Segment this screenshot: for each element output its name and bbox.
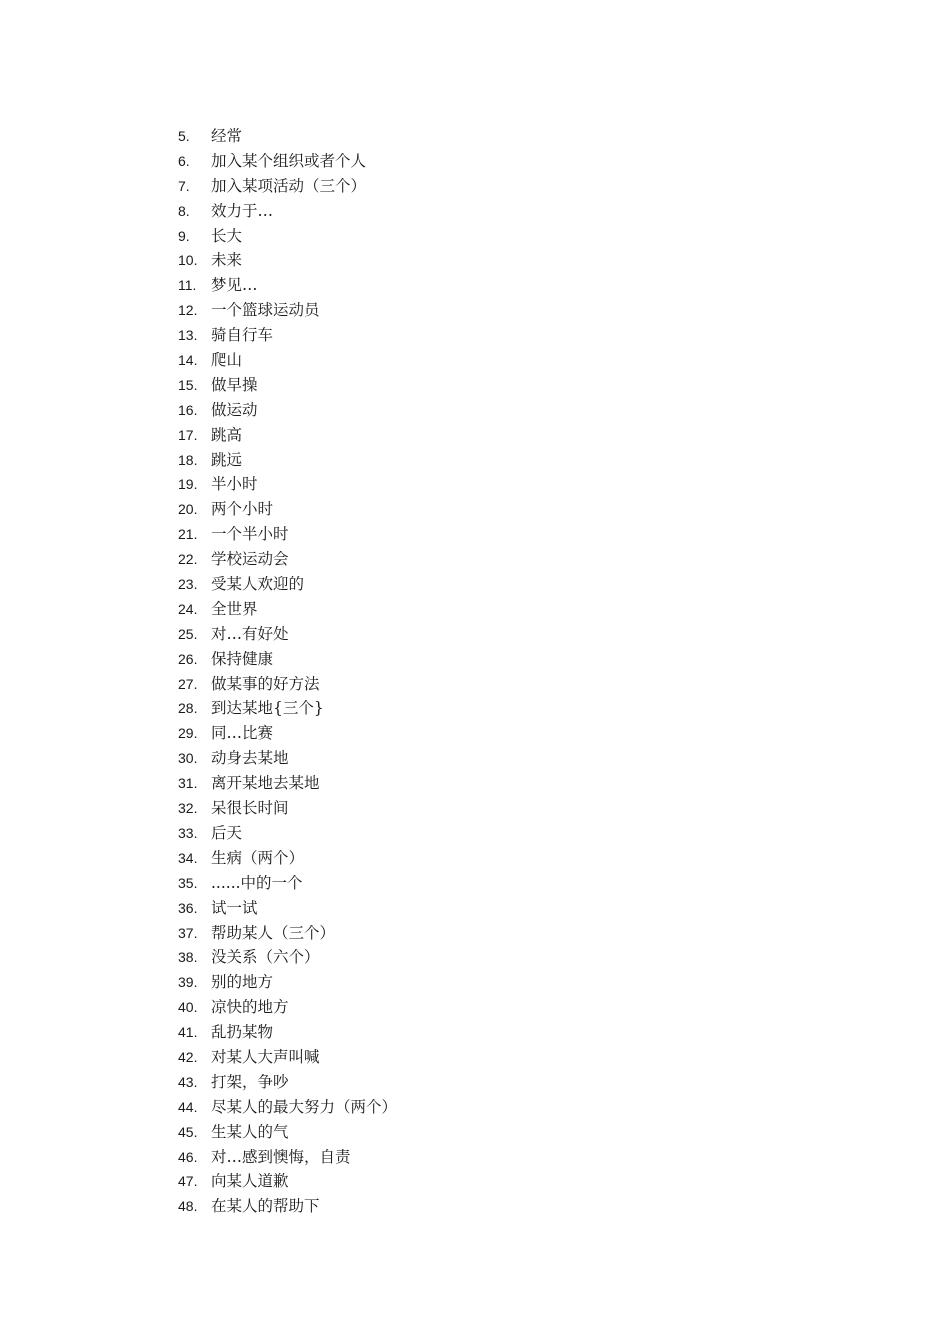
list-item-number: 40. [178,999,198,1016]
list-item [178,1169,397,1194]
list-item-text: ......中的一个 [211,873,303,892]
list-item-text: 经常 [211,127,243,145]
list-item [178,174,397,199]
list-item [178,597,397,622]
list-item-text: 加入某项活动（三个） [211,176,367,195]
list-item-text: 凉快的地方 [211,998,289,1017]
list-item-number: 14. [178,352,198,369]
list-item-number: 38. [178,949,198,966]
list-item-number: 8. [178,202,190,219]
list-item [178,1020,397,1045]
list-item-text: 未来 [211,251,243,270]
list-item-number: 27. [178,675,198,692]
list-item-text: 一个篮球运动员 [211,301,320,320]
list-item-number: 24. [178,600,198,617]
list-item-text: 全世界 [211,599,258,618]
list-item-text: 离开某地去某地 [211,774,320,793]
list-item-text: 做早操 [211,375,258,394]
list-item [178,323,397,348]
list-item-text: 动身去某地 [211,749,289,768]
list-item [178,647,397,672]
list-item-number: 47. [178,1173,198,1190]
list-item-number: 41. [178,1024,198,1041]
list-item-number: 44. [178,1098,198,1115]
list-item-text: 生某人的气 [211,1122,289,1141]
list-item [178,721,397,746]
list-item-text: 到达某地{三个} [211,699,324,718]
list-item-number: 17. [178,426,198,443]
list-item-number: 22. [178,551,198,568]
list-item [178,696,397,721]
list-item-text: 两个小时 [211,500,274,519]
list-item [178,448,397,473]
list-item-number: 34. [178,849,198,866]
list-item-number: 12. [178,302,198,319]
list-item [178,149,397,174]
list-item-number: 37. [178,924,198,941]
list-item-text: 长大 [211,226,243,245]
list-item-text: 打架，争吵 [211,1072,289,1091]
list-item [178,248,397,273]
list-item-text: 没关系（六个） [211,948,320,967]
list-item-number: 36. [178,899,198,916]
list-item [178,423,397,448]
list-item-number: 15. [178,376,198,393]
list-item [178,970,397,995]
list-item [178,846,397,871]
list-item-number: 18. [178,451,198,468]
list-item-text: 尽某人的最大努力（两个） [211,1097,398,1116]
list-item-number: 48. [178,1198,198,1215]
list-item-text: 对…有好处 [211,624,289,643]
list-item [178,273,397,298]
list-item [178,995,397,1020]
list-item [178,199,397,224]
list-item-text: 帮助某人（三个） [211,923,336,942]
list-item-text: 半小时 [211,475,258,494]
list-item-number: 6. [178,152,190,169]
list-item-number: 43. [178,1073,198,1090]
list-item [178,672,397,697]
list-item-number: 26. [178,650,198,667]
list-item [178,945,397,970]
list-item-text: 同…比赛 [211,724,274,743]
list-item [178,622,397,647]
list-item [178,921,397,946]
list-item-number: 25. [178,625,198,642]
list-item [178,821,397,846]
list-item-text: 骑自行车 [211,326,274,345]
list-item-number: 31. [178,775,198,792]
list-item [178,124,397,149]
list-item-number: 45. [178,1123,198,1140]
list-item [178,1095,397,1120]
list-item [178,1070,397,1095]
list-item-number: 33. [178,824,198,841]
list-item-text: 呆很长时间 [211,799,289,818]
list-item-text: 生病（两个） [211,848,305,867]
list-item [178,373,397,398]
list-item-number: 46. [178,1148,198,1165]
list-item [178,472,397,497]
list-item-text: 保持健康 [211,649,274,668]
list-item [178,547,397,572]
list-item-text: 对某人大声叫喊 [211,1047,320,1066]
list-item-text: 效力于… [211,201,274,220]
list-item-number: 30. [178,750,198,767]
list-item [178,1120,397,1145]
list-item-number: 29. [178,725,198,742]
list-item-text: 做某事的好方法 [211,674,320,693]
list-item-number: 28. [178,700,198,717]
list-item-number: 35. [178,874,198,891]
list-item-text: 跳远 [211,450,243,469]
list-item-text: 受某人欢迎的 [211,575,305,594]
list-item-number: 11. [178,277,197,294]
list-item [178,572,397,597]
list-item-number: 5. [178,128,190,144]
list-item-text: 一个半小时 [211,525,289,544]
list-item-number: 19. [178,476,198,493]
list-item-text: 爬山 [211,351,243,370]
list-item [178,224,397,249]
list-item-text: 学校运动会 [211,550,289,569]
list-item-number: 42. [178,1048,198,1065]
list-item [178,497,397,522]
vocabulary-list [178,124,397,1219]
list-item-number: 16. [178,401,198,418]
list-item-text: 在某人的帮助下 [211,1197,320,1216]
list-item-text: 试一试 [211,898,258,917]
list-item-number: 13. [178,327,198,344]
list-item [178,871,397,896]
list-item-number: 23. [178,576,198,593]
list-item [178,796,397,821]
list-item-number: 20. [178,501,198,518]
list-item-text: 跳高 [211,425,243,444]
list-item-number: 21. [178,526,198,543]
list-item-text: 后天 [211,823,243,842]
list-item [178,298,397,323]
list-item-text: 加入某个组织或者个人 [211,151,367,170]
list-item [178,746,397,771]
list-item [178,771,397,796]
list-item-text: 对…感到懊悔，自责 [211,1147,351,1166]
list-item [178,348,397,373]
list-item-text: 向某人道歉 [211,1172,289,1191]
list-item-number: 10. [178,252,198,269]
list-item [178,1145,397,1170]
list-item-text: 做运动 [211,400,258,419]
list-item [178,522,397,547]
list-item-text: 乱扔某物 [211,1023,274,1042]
list-item [178,1045,397,1070]
list-item [178,398,397,423]
list-item [178,896,397,921]
list-item-number: 32. [178,800,198,817]
list-item-text: 梦见… [211,276,258,295]
list-item [178,1194,397,1219]
list-item-text: 别的地方 [211,973,274,992]
list-item-number: 9. [178,227,190,244]
list-item-number: 7. [178,177,190,194]
list-item-number: 39. [178,974,198,991]
